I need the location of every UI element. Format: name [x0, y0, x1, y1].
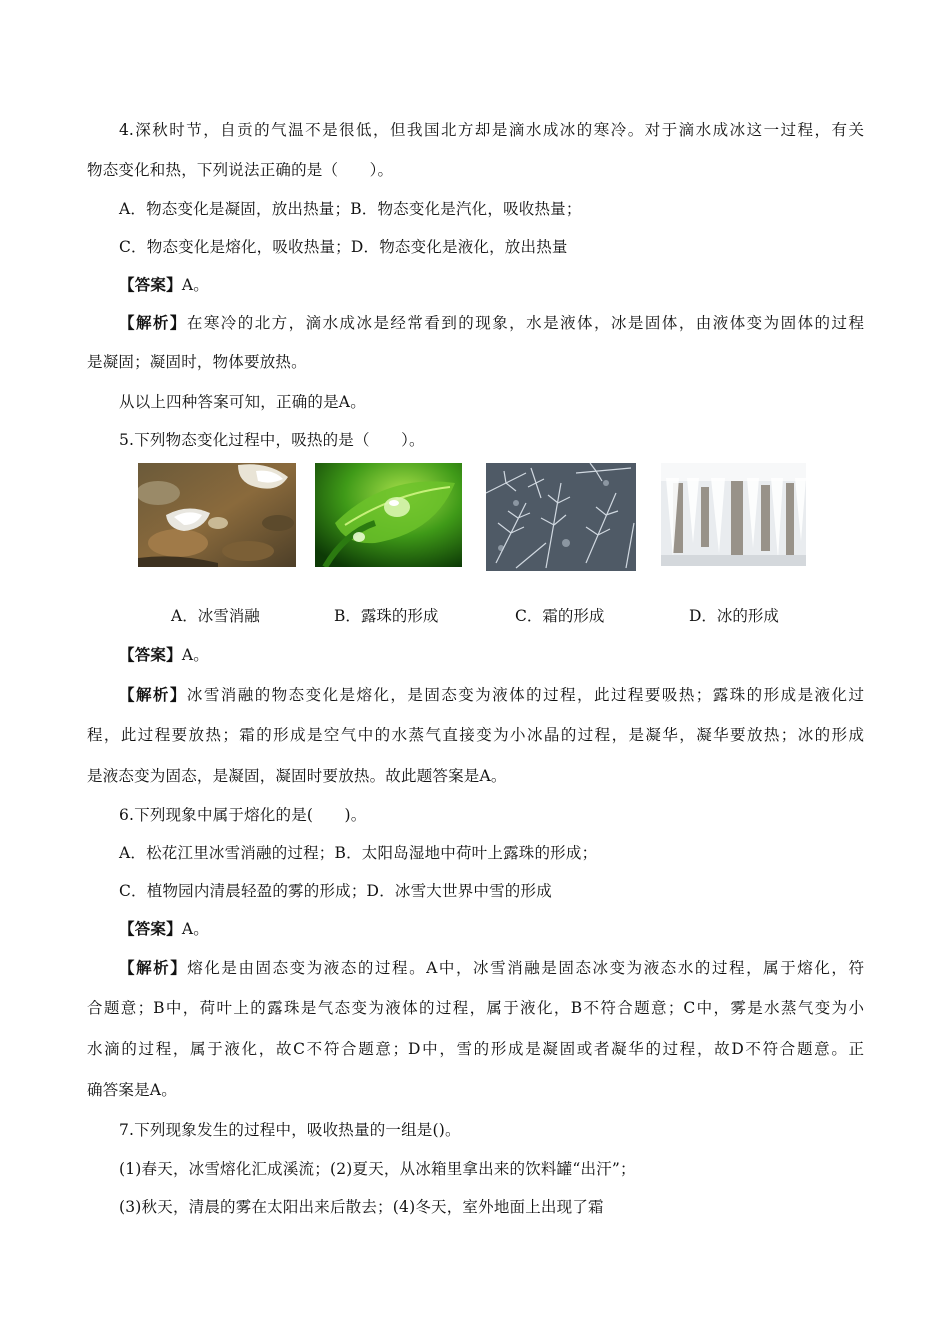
- q6-analysis-line1: [119, 958, 864, 978]
- q6-options-cd: C．植物园内清晨轻盈的雾的形成；D．冰雪大世界中雪的形成: [119, 882, 552, 900]
- q6-analysis-line3: 水滴的过程，属于液化，故C不符合题意；D中，雪的形成是凝固或者凝华的过程，故D不符合题意。正: [87, 1040, 864, 1058]
- dew-drop-photo: [315, 463, 462, 567]
- analysis-label: 【解析】: [119, 958, 188, 977]
- q4-conclusion: 从以上四种答案可知，正确的是A。: [119, 393, 366, 411]
- q4-analysis-line1: [119, 313, 864, 333]
- analysis-text: 在寒冷的北方，滴水成冰是经常看到的现象，水是液体，冰是固体，由液体变为固体的过程: [186, 314, 864, 332]
- answer-text: A。: [181, 920, 209, 938]
- q6-analysis-line2: 合题意；B中，荷叶上的露珠是气态变为液体的过程，属于液化，B不符合题意；C中，雾是水蒸气变为小: [87, 999, 864, 1017]
- melting-ice-illustration: [138, 463, 296, 567]
- q4-analysis-line2: 是凝固；凝固时，物体要放热。: [87, 353, 307, 371]
- q7-items-1-2: (1)春天，冰雪熔化汇成溪流；(2)夏天，从冰箱里拿出来的饮料罐“出汗”；: [119, 1160, 636, 1178]
- q6-stem: 6.下列现象中属于熔化的是( )。: [119, 806, 367, 824]
- q7-items-3-4: (3)秋天，清晨的雾在太阳出来后散去；(4)冬天，室外地面上出现了霜: [119, 1198, 604, 1216]
- answer-text: A。: [181, 646, 209, 664]
- frost-illustration: [486, 463, 636, 571]
- q5-answer: [119, 645, 209, 665]
- q6-answer: [119, 919, 209, 939]
- q5-analysis-line3: 是液态变为固态，是凝固，凝固时要放热。故此题答案是A。: [87, 767, 507, 785]
- dew-drop-illustration: [315, 463, 462, 567]
- q6-options-ab: A．松花江里冰雪消融的过程；B．太阳岛湿地中荷叶上露珠的形成；: [119, 844, 598, 862]
- q5-analysis-line1: [119, 685, 864, 705]
- q5-stem: 5.下列物态变化过程中，吸热的是（ ）。: [119, 431, 425, 449]
- analysis-text: 熔化是由固态变为液态的过程。A中，冰雪消融是固态冰变为液态水的过程，属于熔化，符: [187, 959, 864, 977]
- q5-caption-a: A．冰雪消融: [171, 607, 260, 625]
- q6-analysis-line4: 确答案是A。: [87, 1081, 177, 1099]
- q4-options-cd: C．物态变化是熔化，吸收热量；D．物态变化是液化，放出热量: [119, 238, 568, 256]
- melting-ice-photo: [138, 463, 296, 567]
- q5-analysis-line2: 程，此过程要放热；霜的形成是空气中的水蒸气直接变为小冰晶的过程，是凝华，凝华要放热；冰的形成: [87, 726, 864, 744]
- answer-label: 【答案】: [119, 645, 182, 664]
- answer-label: 【答案】: [119, 919, 182, 938]
- answer-label: 【答案】: [119, 275, 182, 294]
- q4-stem-line2: 物态变化和热，下列说法正确的是（ ）。: [87, 161, 394, 179]
- q4-options-ab: A．物态变化是凝固，放出热量；B．物态变化是汽化，吸收热量；: [119, 200, 582, 218]
- answer-text: A。: [181, 276, 209, 294]
- q5-caption-c: C．霜的形成: [515, 607, 605, 625]
- q4-answer: [119, 275, 209, 295]
- q4-stem-line1: 4.深秋时节，自贡的气温不是很低，但我国北方却是滴水成冰的寒冷。对于滴水成冰这一过程，有关: [119, 121, 864, 139]
- ice-photo: [661, 463, 806, 566]
- q5-caption-d: D．冰的形成: [689, 607, 779, 625]
- analysis-label: 【解析】: [119, 313, 187, 332]
- q5-caption-b: B．露珠的形成: [334, 607, 439, 625]
- q7-stem: 7.下列现象发生的过程中，吸收热量的一组是()。: [119, 1121, 461, 1139]
- frost-photo: [486, 463, 636, 571]
- ice-illustration: [661, 463, 806, 566]
- analysis-text: 冰雪消融的物态变化是熔化，是固态变为液体的过程，此过程要吸热；露珠的形成是液化过: [186, 686, 864, 704]
- analysis-label: 【解析】: [119, 685, 187, 704]
